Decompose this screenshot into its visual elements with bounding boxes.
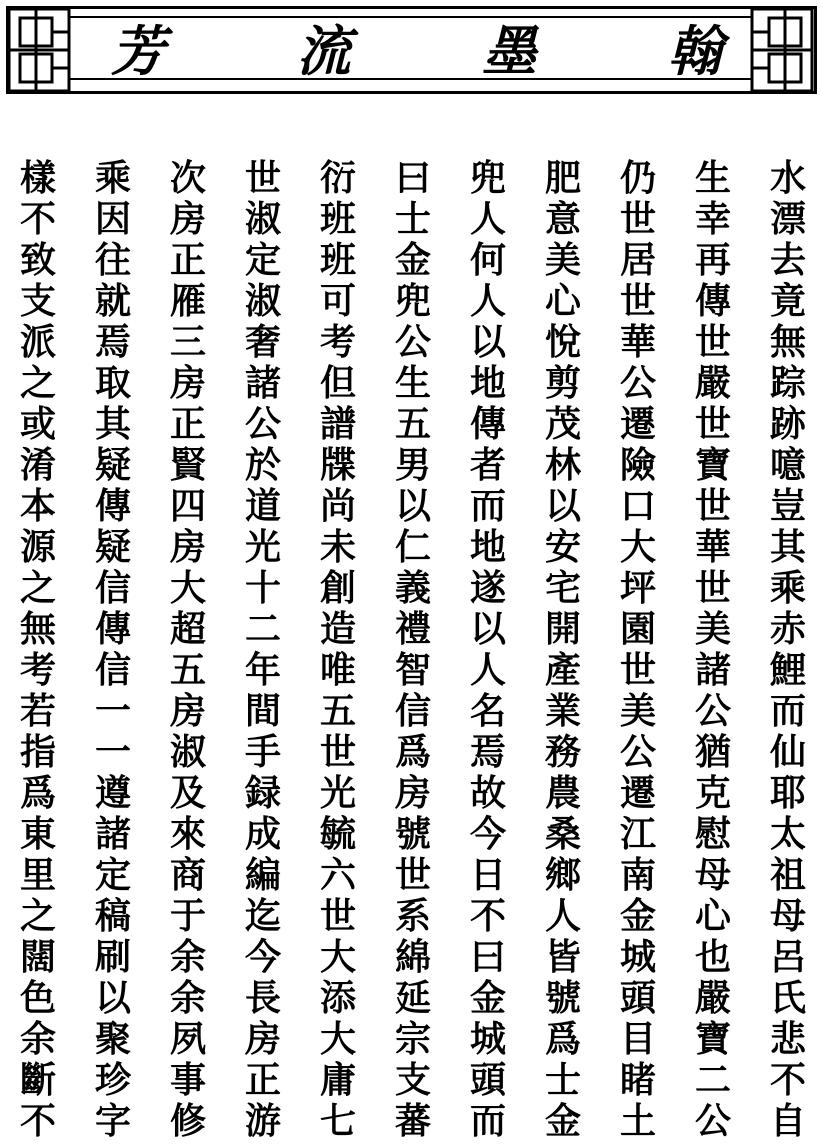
text-char: 務 [544, 731, 581, 773]
text-char: 可 [319, 280, 356, 322]
text-char: 耶 [769, 772, 806, 814]
text-char: 竟 [769, 280, 806, 322]
text-char: 太 [769, 813, 806, 855]
text-char: 公 [619, 731, 656, 773]
text-char: 珍 [94, 1059, 131, 1101]
text-char: 聚 [94, 1018, 131, 1060]
text-char: 以 [469, 321, 506, 363]
text-char: 頭 [469, 1059, 506, 1101]
text-char: 故 [469, 772, 506, 814]
text-char: 房 [169, 690, 206, 732]
text-char: 來 [169, 813, 206, 855]
fret-ornament-left-icon [6, 6, 72, 94]
text-char: 地 [469, 526, 506, 568]
text-char: 迄 [244, 895, 281, 937]
text-char: 今 [469, 813, 506, 855]
text-char: 皆 [544, 936, 581, 978]
text-char: 乘 [769, 567, 806, 609]
text-char: 信 [394, 690, 431, 732]
text-char: 支 [394, 1059, 431, 1101]
text-char: 公 [694, 690, 731, 732]
text-char: 年 [244, 649, 281, 691]
text-char: 南 [619, 854, 656, 896]
text-char: 睹 [619, 1059, 656, 1101]
text-char: 士 [544, 1059, 581, 1101]
text-char: 嚴 [694, 362, 731, 404]
text-char: 班 [319, 198, 356, 240]
text-char: 諸 [244, 362, 281, 404]
text-char: 疑 [94, 526, 131, 568]
text-char: 名 [469, 690, 506, 732]
text-char: 淆 [19, 444, 56, 486]
text-char: 之 [19, 895, 56, 937]
text-char: 仙 [769, 731, 806, 773]
text-char: 里 [19, 854, 56, 896]
text-char: 不 [469, 895, 506, 937]
text-char: 五 [394, 403, 431, 445]
text-char: 游 [244, 1100, 281, 1142]
text-char: 成 [244, 813, 281, 855]
text-char: 東 [19, 813, 56, 855]
text-char: 諸 [94, 813, 131, 855]
text-char: 遷 [619, 772, 656, 814]
text-char: 手 [244, 731, 281, 773]
text-char: 雁 [169, 280, 206, 322]
text-char: 祖 [769, 854, 806, 896]
text-char: 曰 [394, 157, 431, 199]
text-char: 次 [169, 157, 206, 199]
text-char: 農 [544, 772, 581, 814]
text-char: 尚 [319, 485, 356, 527]
text-char: 蕃 [394, 1100, 431, 1142]
text-column [468, 157, 508, 1142]
text-char: 取 [94, 362, 131, 404]
text-char: 字 [94, 1100, 131, 1142]
text-char: 兜 [469, 157, 506, 199]
text-char: 淑 [244, 198, 281, 240]
text-char: 傳 [94, 485, 131, 527]
text-char: 編 [244, 854, 281, 896]
text-char: 一 [94, 690, 131, 732]
text-char: 產 [544, 649, 581, 691]
text-char: 赤 [769, 608, 806, 650]
text-char: 何 [469, 239, 506, 281]
text-char: 其 [769, 526, 806, 568]
text-char: 江 [619, 813, 656, 855]
text-char: 超 [169, 608, 206, 650]
text-char: 淑 [244, 280, 281, 322]
text-char: 金 [394, 239, 431, 281]
text-char: 桑 [544, 813, 581, 855]
text-char: 焉 [469, 731, 506, 773]
text-column [393, 157, 433, 1142]
text-char: 或 [19, 403, 56, 445]
text-char: 添 [319, 977, 356, 1019]
text-char: 業 [544, 690, 581, 732]
text-char: 林 [544, 444, 581, 486]
text-char: 心 [544, 280, 581, 322]
text-char: 人 [469, 280, 506, 322]
text-char: 氏 [769, 977, 806, 1019]
text-char: 肥 [544, 157, 581, 199]
text-char: 十 [244, 567, 281, 609]
text-char: 坪 [619, 567, 656, 609]
text-char: 信 [94, 649, 131, 691]
text-char: 毓 [319, 813, 356, 855]
text-char: 漂 [769, 198, 806, 240]
text-char: 而 [469, 485, 506, 527]
text-char: 呂 [769, 936, 806, 978]
text-char: 房 [244, 1018, 281, 1060]
text-char: 間 [244, 690, 281, 732]
vertical-text-body [18, 157, 808, 1142]
text-char: 而 [469, 1100, 506, 1142]
text-char: 也 [694, 936, 731, 978]
text-char: 心 [694, 895, 731, 937]
text-char: 義 [394, 567, 431, 609]
text-char: 因 [94, 198, 131, 240]
text-char: 目 [619, 1018, 656, 1060]
text-char: 噫 [769, 444, 806, 486]
text-column [18, 157, 58, 1142]
text-char: 正 [169, 403, 206, 445]
text-char: 造 [319, 608, 356, 650]
text-char: 寶 [694, 444, 731, 486]
text-char: 豈 [769, 485, 806, 527]
text-char: 派 [19, 321, 56, 363]
text-char: 茂 [544, 403, 581, 445]
title-char: 墨 [482, 19, 537, 83]
text-char: 但 [319, 362, 356, 404]
text-char: 房 [169, 526, 206, 568]
fret-ornament-right-icon [749, 6, 815, 94]
text-char: 智 [394, 649, 431, 691]
text-char: 四 [169, 485, 206, 527]
text-char: 爲 [394, 731, 431, 773]
text-char: 悲 [769, 1018, 806, 1060]
text-char: 大 [619, 526, 656, 568]
text-char: 致 [19, 239, 56, 281]
text-char: 仁 [394, 526, 431, 568]
text-char: 地 [469, 362, 506, 404]
text-char: 七 [319, 1100, 356, 1142]
text-char: 以 [94, 977, 131, 1019]
text-char: 創 [319, 567, 356, 609]
text-char: 六 [319, 854, 356, 896]
text-char: 二 [244, 608, 281, 650]
text-char: 録 [244, 772, 281, 814]
text-char: 淑 [169, 731, 206, 773]
text-char: 華 [694, 526, 731, 568]
text-char: 鯉 [769, 649, 806, 691]
text-char: 光 [244, 526, 281, 568]
text-char: 人 [469, 198, 506, 240]
text-char: 衍 [319, 157, 356, 199]
text-char: 號 [544, 977, 581, 1019]
text-char: 事 [169, 1059, 206, 1101]
text-char: 金 [544, 1100, 581, 1142]
text-char: 不 [19, 198, 56, 240]
text-char: 頭 [619, 977, 656, 1019]
text-char: 園 [619, 608, 656, 650]
text-char: 乘 [94, 157, 131, 199]
text-char: 生 [694, 157, 731, 199]
title-char: 翰 [667, 19, 722, 83]
text-char: 再 [694, 239, 731, 281]
text-char: 世 [694, 485, 731, 527]
text-char: 賢 [169, 444, 206, 486]
title-banner [6, 6, 815, 92]
text-char: 自 [769, 1100, 806, 1142]
text-char: 五 [319, 690, 356, 732]
text-char: 闊 [19, 936, 56, 978]
text-char: 焉 [94, 321, 131, 363]
text-char: 五 [169, 649, 206, 691]
text-char: 開 [544, 608, 581, 650]
text-char: 意 [544, 198, 581, 240]
text-char: 以 [394, 485, 431, 527]
text-char: 兜 [394, 280, 431, 322]
text-char: 色 [19, 977, 56, 1019]
text-char: 就 [94, 280, 131, 322]
text-char: 世 [619, 280, 656, 322]
text-char: 公 [619, 362, 656, 404]
text-char: 城 [619, 936, 656, 978]
text-column [93, 157, 133, 1142]
text-char: 去 [769, 239, 806, 281]
text-char: 樣 [19, 157, 56, 199]
text-char: 金 [469, 977, 506, 1019]
text-char: 余 [169, 977, 206, 1019]
text-column [318, 157, 358, 1142]
text-char: 大 [169, 567, 206, 609]
text-char: 以 [544, 485, 581, 527]
text-char: 唯 [319, 649, 356, 691]
text-char: 往 [94, 239, 131, 281]
text-char: 禮 [394, 608, 431, 650]
text-char: 延 [394, 977, 431, 1019]
text-char: 傳 [694, 280, 731, 322]
text-char: 幸 [694, 198, 731, 240]
text-column [168, 157, 208, 1142]
text-char: 其 [94, 403, 131, 445]
text-char: 長 [244, 977, 281, 1019]
text-char: 仍 [619, 157, 656, 199]
text-column [543, 157, 583, 1142]
text-char: 系 [394, 895, 431, 937]
text-char: 宗 [394, 1018, 431, 1060]
text-char: 世 [319, 895, 356, 937]
text-char: 若 [19, 690, 56, 732]
text-char: 嚴 [694, 977, 731, 1019]
text-char: 牒 [319, 444, 356, 486]
text-char: 道 [244, 485, 281, 527]
text-char: 傳 [94, 608, 131, 650]
text-char: 房 [169, 362, 206, 404]
title-char: 流 [296, 19, 351, 83]
text-char: 不 [19, 1100, 56, 1142]
text-char: 夙 [169, 1018, 206, 1060]
text-char: 人 [544, 895, 581, 937]
text-char: 安 [544, 526, 581, 568]
text-char: 二 [694, 1059, 731, 1101]
text-char: 修 [169, 1100, 206, 1142]
text-char: 以 [469, 608, 506, 650]
text-char: 美 [544, 239, 581, 281]
title-char: 芳 [111, 19, 165, 83]
text-char: 士 [394, 198, 431, 240]
text-char: 正 [244, 1059, 281, 1101]
text-char: 世 [694, 321, 731, 363]
text-char: 遷 [619, 403, 656, 445]
text-char: 諸 [694, 649, 731, 691]
text-char: 城 [469, 1018, 506, 1060]
text-char: 公 [694, 1100, 731, 1142]
text-char: 定 [94, 854, 131, 896]
text-char: 不 [769, 1059, 806, 1101]
text-char: 世 [619, 198, 656, 240]
text-column [243, 157, 283, 1142]
text-char: 三 [169, 321, 206, 363]
text-char: 無 [19, 608, 56, 650]
text-char: 定 [244, 239, 281, 281]
text-char: 人 [469, 649, 506, 691]
text-char: 支 [19, 280, 56, 322]
text-char: 大 [319, 1018, 356, 1060]
text-char: 考 [19, 649, 56, 691]
text-char: 美 [694, 608, 731, 650]
text-char: 悅 [544, 321, 581, 363]
text-char: 於 [244, 444, 281, 486]
text-char: 鄉 [544, 854, 581, 896]
text-char: 金 [619, 895, 656, 937]
text-char: 及 [169, 772, 206, 814]
text-char: 光 [319, 772, 356, 814]
text-char: 男 [394, 444, 431, 486]
text-char: 遵 [94, 772, 131, 814]
text-char: 世 [319, 731, 356, 773]
text-char: 余 [19, 1018, 56, 1060]
text-char: 奢 [244, 321, 281, 363]
text-column [768, 157, 808, 1142]
text-char: 刷 [94, 936, 131, 978]
text-column [693, 157, 733, 1142]
text-char: 斷 [19, 1059, 56, 1101]
banner-title [69, 20, 752, 82]
text-char: 剪 [544, 362, 581, 404]
text-char: 克 [694, 772, 731, 814]
text-char: 公 [244, 403, 281, 445]
text-char: 者 [469, 444, 506, 486]
text-char: 余 [169, 936, 206, 978]
text-char: 爲 [19, 772, 56, 814]
text-char: 大 [319, 936, 356, 978]
text-char: 世 [619, 649, 656, 691]
text-char: 庸 [319, 1059, 356, 1101]
text-char: 母 [694, 854, 731, 896]
text-char: 源 [19, 526, 56, 568]
text-char: 遂 [469, 567, 506, 609]
text-char: 慰 [694, 813, 731, 855]
text-char: 房 [169, 198, 206, 240]
text-char: 爲 [544, 1018, 581, 1060]
text-char: 無 [769, 321, 806, 363]
text-char: 世 [694, 403, 731, 445]
text-char: 生 [394, 362, 431, 404]
text-char: 美 [619, 690, 656, 732]
text-char: 世 [694, 567, 731, 609]
text-char: 世 [244, 157, 281, 199]
text-char: 今 [244, 936, 281, 978]
text-char: 號 [394, 813, 431, 855]
text-char: 水 [769, 157, 806, 199]
text-char: 綿 [394, 936, 431, 978]
text-char: 本 [19, 485, 56, 527]
text-char: 譜 [319, 403, 356, 445]
text-char: 公 [394, 321, 431, 363]
text-char: 宅 [544, 567, 581, 609]
text-char: 母 [769, 895, 806, 937]
text-char: 跡 [769, 403, 806, 445]
text-char: 世 [394, 854, 431, 896]
text-char: 稿 [94, 895, 131, 937]
text-char: 居 [619, 239, 656, 281]
text-char: 疑 [94, 444, 131, 486]
text-char: 曰 [469, 936, 506, 978]
text-char: 一 [94, 731, 131, 773]
text-char: 而 [769, 690, 806, 732]
text-char: 之 [19, 362, 56, 404]
text-char: 正 [169, 239, 206, 281]
text-char: 華 [619, 321, 656, 363]
text-char: 之 [19, 567, 56, 609]
text-char: 口 [619, 485, 656, 527]
text-char: 日 [469, 854, 506, 896]
text-char: 房 [394, 772, 431, 814]
text-char: 信 [94, 567, 131, 609]
text-char: 考 [319, 321, 356, 363]
text-char: 指 [19, 731, 56, 773]
text-char: 班 [319, 239, 356, 281]
text-char: 商 [169, 854, 206, 896]
text-char: 未 [319, 526, 356, 568]
text-char: 踪 [769, 362, 806, 404]
text-char: 傳 [469, 403, 506, 445]
text-char: 土 [619, 1100, 656, 1142]
text-char: 猶 [694, 731, 731, 773]
text-char: 險 [619, 444, 656, 486]
text-char: 寶 [694, 1018, 731, 1060]
text-column [618, 157, 658, 1142]
text-char: 于 [169, 895, 206, 937]
